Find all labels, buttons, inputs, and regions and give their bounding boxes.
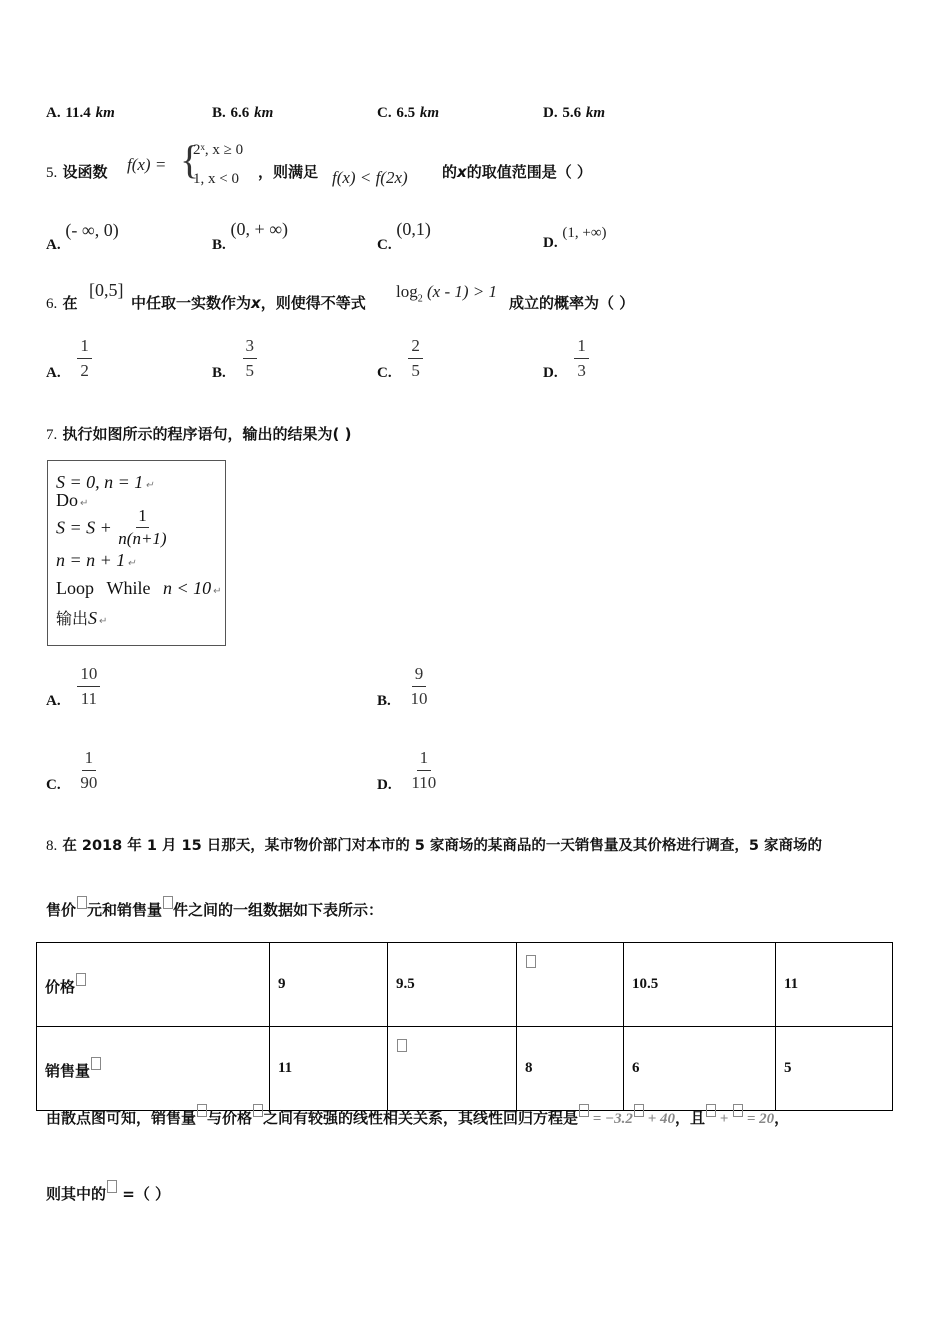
q5-option-c[interactable] xyxy=(377,219,431,253)
option-label: A. xyxy=(46,237,61,253)
q4-option-a[interactable] xyxy=(46,103,115,122)
table-cell xyxy=(37,943,270,1027)
return-mark-icon: ↵ xyxy=(80,498,89,509)
fraction-numerator: 2 xyxy=(408,336,423,359)
code-var: S xyxy=(88,608,98,628)
q8-sum-equation xyxy=(705,1111,774,1127)
q5-suffix-a: 的 xyxy=(442,163,458,181)
code-line-6 xyxy=(56,606,107,629)
placeholder-symbol-icon xyxy=(76,973,86,986)
option-fraction xyxy=(77,748,100,794)
option-fraction xyxy=(574,336,589,382)
fraction-denominator: 10 xyxy=(410,689,428,709)
q8-regression xyxy=(578,1111,675,1127)
question-number: 6. xyxy=(46,296,58,312)
table-cell: 11 xyxy=(270,1027,388,1111)
cell-text: 销售量 xyxy=(45,1061,91,1080)
table-cell: 10.5 xyxy=(624,943,776,1027)
q6-middle xyxy=(131,292,366,313)
q5-brace: { xyxy=(180,137,200,182)
placeholder-symbol-icon xyxy=(91,1057,101,1070)
option-fraction xyxy=(408,748,439,794)
return-mark-icon: ↵ xyxy=(127,558,136,569)
fraction-denominator: 2 xyxy=(80,361,89,381)
q8-line4-b: =（ ） xyxy=(122,1185,171,1203)
fraction-numerator: 10 xyxy=(77,664,100,687)
q5-middle: ，则满足 xyxy=(258,163,319,181)
q6-option-d[interactable] xyxy=(543,336,589,382)
option-value: 6.5 xyxy=(396,105,416,121)
q6-option-a[interactable] xyxy=(46,336,92,382)
q4-option-b[interactable] xyxy=(212,103,273,122)
q5-option-a[interactable] xyxy=(46,220,119,253)
q6-middle2: ，则使得不等式 xyxy=(260,294,366,312)
table-row xyxy=(37,1027,893,1111)
option-value: 6.6 xyxy=(230,105,250,121)
code-keyword: While xyxy=(106,578,151,598)
q5-option-b[interactable] xyxy=(212,219,289,253)
code-line-4 xyxy=(56,550,136,571)
table-cell xyxy=(517,943,624,1027)
return-mark-icon: ↵ xyxy=(145,480,154,491)
fraction-denominator: n(n+1) xyxy=(118,529,167,549)
q7-option-c[interactable] xyxy=(46,748,100,794)
table-cell xyxy=(388,1027,517,1111)
q6-option-b[interactable] xyxy=(212,336,257,382)
question-number: 7. xyxy=(46,427,58,443)
q8-data-table xyxy=(36,942,893,1111)
option-fraction xyxy=(243,336,258,382)
code-line-3 xyxy=(56,506,169,550)
placeholder-symbol-icon xyxy=(397,1039,407,1052)
code-condition: n < 10 xyxy=(162,578,212,598)
option-label: D. xyxy=(377,776,392,793)
fraction-denominator: 110 xyxy=(411,773,437,793)
option-label: A. xyxy=(46,364,61,381)
q7-option-d[interactable] xyxy=(377,748,439,794)
table-cell: 11 xyxy=(776,943,893,1027)
fraction-denominator: 11 xyxy=(80,689,98,709)
q8-line3-a: 由散点图可知，销售量 xyxy=(46,1109,197,1127)
q6-log-base: 2 xyxy=(417,293,423,305)
q7-text: 执行如图所示的程序语句，输出的结果为( ) xyxy=(62,425,352,443)
fraction-numerator: 1 xyxy=(136,506,149,528)
code-text: S = 0, n = 1 xyxy=(56,472,144,492)
q8-line3-c: 之间有较强的线性相关关系，其线性回归方程是 xyxy=(263,1109,579,1127)
placeholder-symbol-icon xyxy=(197,1104,207,1117)
option-fraction xyxy=(77,664,100,710)
q8-line2-b: 元和销售量 xyxy=(87,901,163,919)
option-label: D. xyxy=(543,105,558,121)
option-value: (0,1) xyxy=(396,219,431,239)
option-label: D. xyxy=(543,235,558,251)
sum-eq-b: = 20 xyxy=(746,1111,775,1127)
code-fraction xyxy=(116,506,168,550)
placeholder-symbol-icon xyxy=(107,1180,117,1193)
fraction-numerator: 1 xyxy=(82,748,97,771)
option-label: B. xyxy=(212,237,226,253)
q8-line4-a: 则其中的 xyxy=(46,1185,107,1203)
fraction-denominator: 5 xyxy=(411,361,420,381)
placeholder-symbol-icon xyxy=(526,955,536,968)
q5-suffix-b: 的取值范围是（ ） xyxy=(466,163,592,181)
q6-middle-text: 中任取一实数作为 xyxy=(131,294,252,312)
q7-option-a[interactable] xyxy=(46,664,100,710)
option-unit: km xyxy=(585,105,606,121)
q6-var: x xyxy=(251,294,261,312)
fraction-numerator: 9 xyxy=(412,664,427,687)
code-keyword: 输出 xyxy=(56,609,89,628)
option-value: 11.4 xyxy=(65,105,91,121)
question-number: 5. xyxy=(46,165,58,181)
code-text: Do xyxy=(56,490,78,510)
return-mark-icon: ↵ xyxy=(99,616,108,627)
q6-prefix: 在 xyxy=(62,294,78,312)
q5-stem xyxy=(46,161,108,182)
table-cell: 9 xyxy=(270,943,388,1027)
option-unit: km xyxy=(254,105,274,121)
option-label: B. xyxy=(377,692,391,709)
option-fraction xyxy=(408,664,431,710)
code-line-5 xyxy=(56,578,222,599)
code-text: n = n + 1 xyxy=(56,550,126,570)
table-cell: 5 xyxy=(776,1027,893,1111)
option-value: (1, +∞) xyxy=(562,225,607,241)
q8-line2-a: 售价 xyxy=(46,901,77,919)
q8-stem-line-2 xyxy=(46,896,383,920)
q5-var: x xyxy=(457,163,467,181)
option-label: C. xyxy=(46,776,61,793)
q7-stem xyxy=(46,423,351,444)
placeholder-symbol-icon xyxy=(253,1104,263,1117)
question-number: 8. xyxy=(46,838,58,854)
q6-stem-start xyxy=(46,292,78,313)
fraction-denominator: 5 xyxy=(245,361,255,381)
code-text: S = S + xyxy=(56,517,112,538)
fraction-numerator: 1 xyxy=(574,336,589,359)
q5-suffix xyxy=(442,161,592,182)
option-label: A. xyxy=(46,105,61,121)
fraction-numerator: 1 xyxy=(417,748,432,771)
regression-text: = −3.2 xyxy=(592,1111,633,1127)
table-cell: 8 xyxy=(517,1027,624,1111)
q5-case-1: 2ˣ, x ≥ 0 xyxy=(193,142,244,158)
q8-stem-line-3 xyxy=(46,1104,789,1128)
q5-option-d[interactable] xyxy=(543,223,607,251)
option-unit: km xyxy=(419,105,440,121)
q8-line1: 在 2018 年 1 月 15 日那天，某市物价部门对本市的 5 家商场的某商品的一天销售量及其价格进行调查，5 家商场的 xyxy=(62,838,823,854)
q5-function-name: f(x) = xyxy=(127,155,167,174)
option-label: B. xyxy=(212,364,226,381)
q6-log: log xyxy=(396,282,418,301)
q6-log-arg: (x - 1) > 1 xyxy=(426,282,497,301)
q6-interval: [0,5] xyxy=(89,280,124,300)
q8-line2-c: 件之间的一组数据如下表所示： xyxy=(173,901,384,919)
fraction-denominator: 90 xyxy=(80,773,98,793)
q8-stem-line-1 xyxy=(46,834,822,855)
code-keyword: Loop xyxy=(56,578,94,598)
fraction-denominator: 3 xyxy=(577,361,586,381)
option-value: (0, + ∞) xyxy=(230,219,289,239)
q6-inequality xyxy=(396,282,497,304)
table-cell: 6 xyxy=(624,1027,776,1111)
q4-option-d[interactable] xyxy=(543,103,605,122)
option-label: A. xyxy=(46,692,61,709)
q6-suffix: 成立的概率为（ ） xyxy=(509,294,635,312)
option-label: B. xyxy=(212,105,226,121)
option-fraction xyxy=(77,336,92,382)
fraction-numerator: 3 xyxy=(243,336,258,359)
placeholder-symbol-icon xyxy=(706,1104,716,1117)
option-label: C. xyxy=(377,105,392,121)
q8-line3-b: 与价格 xyxy=(207,1109,253,1127)
q8-line3-e: ， xyxy=(774,1109,790,1127)
table-cell: 9.5 xyxy=(388,943,517,1027)
return-mark-icon: ↵ xyxy=(213,586,222,597)
cell-text: 价格 xyxy=(45,977,76,996)
q5-inequality: f(x) < f(2x) xyxy=(332,168,408,187)
sum-eq-a: + xyxy=(719,1111,729,1127)
placeholder-symbol-icon xyxy=(634,1104,644,1117)
q7-option-b[interactable] xyxy=(377,664,431,710)
q6-option-c[interactable] xyxy=(377,336,423,382)
placeholder-symbol-icon xyxy=(733,1104,743,1117)
option-value: (- ∞, 0) xyxy=(65,220,119,240)
table-cell xyxy=(37,1027,270,1111)
q5-prefix: 设函数 xyxy=(62,163,108,181)
q8-stem-line-4 xyxy=(46,1180,170,1204)
option-unit: km xyxy=(95,105,115,121)
placeholder-symbol-icon xyxy=(579,1104,589,1117)
option-value: 5.6 xyxy=(562,105,582,121)
q4-option-c[interactable] xyxy=(377,103,439,122)
option-label: D. xyxy=(543,364,558,381)
option-fraction xyxy=(408,336,423,382)
option-label: C. xyxy=(377,237,392,253)
placeholder-symbol-icon xyxy=(77,896,87,909)
q5-case-2: 1, x < 0 xyxy=(193,171,239,187)
option-label: C. xyxy=(377,364,392,381)
fraction-numerator: 1 xyxy=(77,336,92,359)
regression-text-b: + 40 xyxy=(647,1111,675,1127)
q8-line3-d: ，且 xyxy=(675,1109,706,1127)
table-row xyxy=(37,943,893,1027)
placeholder-symbol-icon xyxy=(163,896,173,909)
